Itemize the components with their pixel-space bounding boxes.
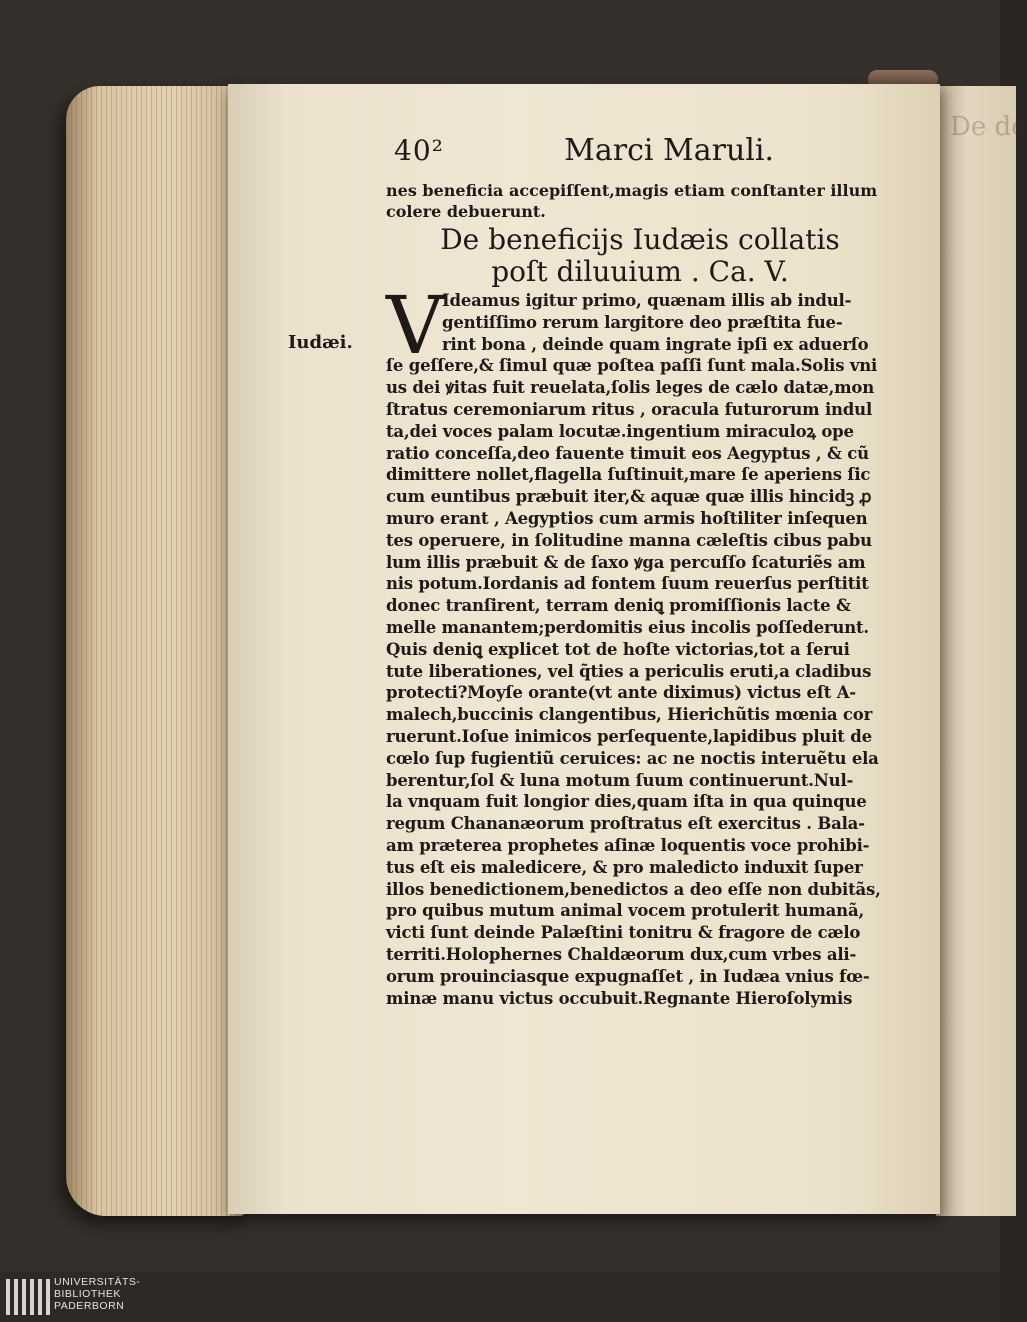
library-name-line: PADERBORN bbox=[54, 1300, 125, 1312]
text-line: Quis deniꝗ explicet tot de hoſte victorias,tot a ſerui bbox=[386, 639, 850, 659]
facing-page bbox=[936, 86, 1027, 1216]
running-title: Marci Maruli. bbox=[564, 133, 774, 168]
text-line: am præterea prophetes aſinæ loquentis voce prohibi- bbox=[386, 835, 870, 855]
chapter-heading bbox=[390, 224, 890, 288]
text-line: melle manantem;perdomitis eius incolis poſſederunt. bbox=[386, 617, 869, 637]
intro-lines bbox=[386, 180, 898, 222]
text-line: nes beneficia accepiſſent,magis etiam conſtanter illum bbox=[386, 181, 878, 200]
text-line: territi.Holophernes Chaldæorum dux,cum vrbes ali- bbox=[386, 944, 857, 964]
chapter-heading-line: De beneficijs Iudæis collatis bbox=[440, 223, 840, 256]
chapter-heading-line: poſt diluuium . Ca. V. bbox=[491, 255, 789, 288]
text-line: illos benedictionem,benedictos a deo eſſe non dubitãs, bbox=[386, 879, 881, 899]
text-line: cœlo ſup fugientiũ ceruices: ac ne noctis interuẽtu ela bbox=[386, 748, 879, 768]
text-line: regum Chananæorum proſtratus eſt exercitus . Bala- bbox=[386, 814, 865, 834]
text-line: gentiſſimo rerum largitore deo præſtita fue- bbox=[442, 312, 843, 332]
text-line: la vnquam fuit longior dies,quam iſta in qua quinque bbox=[386, 792, 867, 812]
facing-page-text: De de bbox=[950, 112, 1027, 142]
text-line: Ideamus igitur primo, quænam illis ab indul- bbox=[442, 291, 852, 310]
text-line: minæ manu victus occubuit.Regnante Hieroſolymis bbox=[386, 988, 853, 1008]
text-line: tus eſt eis maledicere, & pro maledicto induxit ſuper bbox=[386, 857, 863, 877]
library-name-line: UNIVERSITÄTS- bbox=[54, 1276, 141, 1288]
text-line: muro erant , Aegyptios cum armis hoſtiliter inſequen bbox=[386, 508, 868, 528]
text-line: dimittere nollet,flagella ſuſtinuit,mare ſe aperiens ſic bbox=[386, 465, 871, 485]
text-line: ſe geſſere,& ſimul quæ poſtea paſſi ſunt mala.Solis vni bbox=[386, 356, 878, 376]
text-line: cum euntibus præbuit iter,& aquæ quæ illis hincidꝫ ꝓ bbox=[386, 487, 872, 507]
text-line: ta,dei voces palam locutæ.ingentium miraculoꝝ ope bbox=[386, 421, 854, 441]
page-number: 40² bbox=[394, 134, 444, 167]
text-line: rint bona , deinde quam ingrate ipſi ex aduerſo bbox=[442, 334, 869, 354]
text-line: ruerunt.Ioſue inimicos perſequente,lapidibus pluit de bbox=[386, 726, 872, 746]
text-line: orum prouinciasque expugnaſſet , in Iudæa vnius fœ- bbox=[386, 966, 870, 986]
running-head bbox=[394, 133, 774, 168]
book-fore-edge bbox=[66, 86, 246, 1216]
text-line: pro quibus mutum animal vocem protulerit humanã, bbox=[386, 901, 865, 921]
footer-bar bbox=[0, 1272, 1000, 1322]
text-line: colere debuerunt. bbox=[386, 202, 546, 221]
text-line: donec tranſirent, terram deniꝗ promiſſionis lacte & bbox=[386, 596, 851, 616]
library-logo-icon bbox=[6, 1279, 50, 1315]
drop-capital: V bbox=[386, 279, 444, 372]
body-text bbox=[386, 290, 898, 1009]
text-line: tute liberationes, vel q̃ties a periculis eruti,a cladibus bbox=[386, 661, 872, 681]
text-line: victi ſunt deinde Palæſtini tonitru & fragore de cælo bbox=[386, 923, 861, 943]
text-line: ſtratus ceremoniarum ritus , oracula futurorum indul bbox=[386, 399, 873, 419]
text-line: us dei ꝟitas fuit reuelata,ſolis leges de cælo datæ,mon bbox=[386, 378, 875, 398]
text-line: tes operuere, in ſolitudine manna cæleſtis cibus pabu bbox=[386, 530, 872, 550]
margin-note: Iudæi. bbox=[288, 332, 353, 353]
library-name-line: BIBLIOTHEK bbox=[54, 1288, 121, 1300]
text-line: nis potum.Iordanis ad fontem ſuum reuerſus perſtitit bbox=[386, 574, 869, 594]
text-line: lum illis præbuit & de ſaxo ꝟga percuſſo ſcaturiẽs am bbox=[386, 552, 866, 572]
text-line: berentur,ſol & luna motum ſuum continuerunt.Nul- bbox=[386, 770, 854, 790]
text-line: ratio conceſſa,deo fauente timuit eos Aegyptus , & cũ bbox=[386, 443, 869, 463]
library-name bbox=[54, 1276, 140, 1312]
text-line: protecti?Moyſe orante(vt ante diximus) victus eſt A- bbox=[386, 683, 856, 703]
text-line: malech,buccinis clangentibus, Hierichũtis mœnia cor bbox=[386, 705, 873, 725]
